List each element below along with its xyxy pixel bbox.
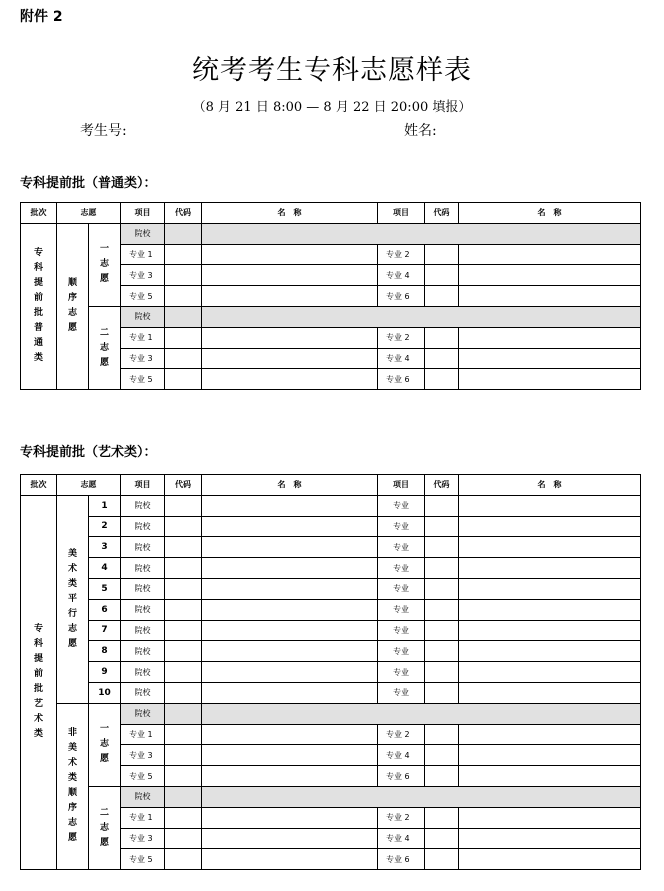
header-code: 代码 bbox=[425, 203, 459, 224]
table-row bbox=[21, 306, 641, 327]
major-item: 专业 3 bbox=[121, 265, 165, 286]
exam-number-label: 考生号: bbox=[80, 123, 127, 139]
header-choice: 志愿 bbox=[57, 475, 121, 496]
name-cell[interactable] bbox=[202, 348, 378, 369]
code-cell[interactable] bbox=[425, 682, 459, 703]
name-cell[interactable] bbox=[202, 703, 641, 724]
attachment-label: 附件 2 bbox=[20, 9, 63, 25]
section-title-regular: 专科提前批（普通类）： bbox=[20, 176, 157, 191]
major-item: 专业 2 bbox=[378, 327, 425, 348]
name-label: 姓名: bbox=[404, 123, 437, 139]
code-cell[interactable] bbox=[425, 286, 459, 307]
table-row bbox=[21, 662, 641, 683]
major-item: 专业 5 bbox=[121, 849, 165, 870]
choice-cell: 一志愿 bbox=[89, 703, 121, 786]
code-cell[interactable] bbox=[425, 558, 459, 579]
major-item: 专业 bbox=[378, 620, 425, 641]
name-cell[interactable] bbox=[202, 766, 378, 787]
code-cell[interactable] bbox=[165, 369, 202, 390]
code-cell[interactable] bbox=[165, 849, 202, 870]
name-cell[interactable] bbox=[202, 286, 378, 307]
code-cell[interactable] bbox=[425, 828, 459, 849]
regular-choice-table bbox=[20, 202, 641, 390]
choice-cell: 二志愿 bbox=[89, 786, 121, 869]
code-cell[interactable] bbox=[425, 849, 459, 870]
code-cell[interactable] bbox=[425, 369, 459, 390]
school-item: 院校 bbox=[121, 537, 165, 558]
major-item: 专业 bbox=[378, 558, 425, 579]
code-cell[interactable] bbox=[165, 244, 202, 265]
name-cell[interactable] bbox=[202, 786, 641, 807]
school-item: 院校 bbox=[121, 495, 165, 516]
table-row bbox=[21, 641, 641, 662]
name-cell[interactable] bbox=[202, 223, 641, 244]
name-cell[interactable] bbox=[459, 766, 641, 787]
major-item: 专业 4 bbox=[378, 828, 425, 849]
code-cell[interactable] bbox=[425, 265, 459, 286]
name-cell[interactable] bbox=[202, 682, 378, 703]
choice-cell: 一志愿 bbox=[89, 223, 121, 306]
code-cell[interactable] bbox=[165, 495, 202, 516]
major-item: 专业 3 bbox=[121, 348, 165, 369]
row-number: 2 bbox=[89, 516, 121, 537]
code-cell[interactable] bbox=[165, 703, 202, 724]
code-cell[interactable] bbox=[425, 495, 459, 516]
code-cell[interactable] bbox=[165, 724, 202, 745]
major-item: 专业 3 bbox=[121, 828, 165, 849]
batch-cell: 专科提前批艺术类 bbox=[21, 495, 57, 869]
code-cell[interactable] bbox=[425, 724, 459, 745]
name-cell[interactable] bbox=[459, 369, 641, 390]
major-item: 专业 5 bbox=[121, 766, 165, 787]
name-cell[interactable] bbox=[202, 265, 378, 286]
header-item: 项目 bbox=[121, 475, 165, 496]
name-cell[interactable] bbox=[202, 745, 378, 766]
major-item: 专业 bbox=[378, 516, 425, 537]
code-cell[interactable] bbox=[425, 641, 459, 662]
name-cell[interactable] bbox=[459, 662, 641, 683]
major-item: 专业 bbox=[378, 641, 425, 662]
major-item: 专业 6 bbox=[378, 369, 425, 390]
major-item: 专业 1 bbox=[121, 244, 165, 265]
table-row bbox=[21, 620, 641, 641]
section-title-art: 专科提前批（艺术类）： bbox=[20, 445, 157, 460]
table-row bbox=[21, 682, 641, 703]
code-cell[interactable] bbox=[165, 786, 202, 807]
table-row bbox=[21, 516, 641, 537]
table-row bbox=[21, 223, 641, 244]
code-cell[interactable] bbox=[165, 578, 202, 599]
school-item: 院校 bbox=[121, 620, 165, 641]
major-item: 专业 3 bbox=[121, 745, 165, 766]
major-item: 专业 bbox=[378, 578, 425, 599]
table-row bbox=[21, 578, 641, 599]
code-cell[interactable] bbox=[165, 641, 202, 662]
name-cell[interactable] bbox=[202, 306, 641, 327]
school-item: 院校 bbox=[121, 786, 165, 807]
table-row bbox=[21, 786, 641, 807]
school-item: 院校 bbox=[121, 703, 165, 724]
group-cell: 非美术类顺序志愿 bbox=[57, 703, 89, 869]
code-cell[interactable] bbox=[165, 807, 202, 828]
code-cell[interactable] bbox=[425, 578, 459, 599]
name-cell[interactable] bbox=[202, 828, 378, 849]
row-number: 3 bbox=[89, 537, 121, 558]
school-item: 院校 bbox=[121, 558, 165, 579]
row-number: 4 bbox=[89, 558, 121, 579]
header-code: 代码 bbox=[425, 475, 459, 496]
school-item: 院校 bbox=[121, 223, 165, 244]
header-code: 代码 bbox=[165, 203, 202, 224]
name-cell[interactable] bbox=[459, 828, 641, 849]
major-item: 专业 bbox=[378, 599, 425, 620]
code-cell[interactable] bbox=[165, 348, 202, 369]
major-item: 专业 bbox=[378, 537, 425, 558]
code-cell[interactable] bbox=[425, 244, 459, 265]
code-cell[interactable] bbox=[165, 537, 202, 558]
name-cell[interactable] bbox=[459, 516, 641, 537]
table-row bbox=[21, 537, 641, 558]
school-item: 院校 bbox=[121, 682, 165, 703]
header-name: 名 称 bbox=[202, 475, 378, 496]
name-cell[interactable] bbox=[459, 348, 641, 369]
code-cell[interactable] bbox=[425, 516, 459, 537]
school-item: 院校 bbox=[121, 516, 165, 537]
name-cell[interactable] bbox=[459, 286, 641, 307]
name-cell[interactable] bbox=[202, 369, 378, 390]
major-item: 专业 4 bbox=[378, 265, 425, 286]
major-item: 专业 5 bbox=[121, 369, 165, 390]
row-number: 8 bbox=[89, 641, 121, 662]
name-cell[interactable] bbox=[202, 537, 378, 558]
name-cell[interactable] bbox=[459, 537, 641, 558]
header-name: 名 称 bbox=[459, 203, 641, 224]
row-number: 5 bbox=[89, 578, 121, 599]
code-cell[interactable] bbox=[425, 662, 459, 683]
name-cell[interactable] bbox=[202, 599, 378, 620]
code-cell[interactable] bbox=[165, 766, 202, 787]
name-cell[interactable] bbox=[202, 662, 378, 683]
header-batch: 批次 bbox=[21, 475, 57, 496]
code-cell[interactable] bbox=[425, 807, 459, 828]
code-cell[interactable] bbox=[165, 516, 202, 537]
name-cell[interactable] bbox=[202, 578, 378, 599]
fill-period: （8 月 21 日 8:00 — 8 月 22 日 20:00 填报） bbox=[192, 100, 472, 115]
major-item: 专业 2 bbox=[378, 724, 425, 745]
header-item: 项目 bbox=[378, 475, 425, 496]
name-cell[interactable] bbox=[459, 807, 641, 828]
code-cell[interactable] bbox=[425, 348, 459, 369]
header-item: 项目 bbox=[121, 203, 165, 224]
major-item: 专业 5 bbox=[121, 286, 165, 307]
name-cell[interactable] bbox=[202, 724, 378, 745]
major-item: 专业 1 bbox=[121, 724, 165, 745]
name-cell[interactable] bbox=[459, 495, 641, 516]
name-cell[interactable] bbox=[459, 265, 641, 286]
code-cell[interactable] bbox=[165, 223, 202, 244]
school-item: 院校 bbox=[121, 641, 165, 662]
code-cell[interactable] bbox=[165, 327, 202, 348]
row-number: 9 bbox=[89, 662, 121, 683]
code-cell[interactable] bbox=[165, 682, 202, 703]
row-number: 7 bbox=[89, 620, 121, 641]
code-cell[interactable] bbox=[425, 599, 459, 620]
name-cell[interactable] bbox=[202, 641, 378, 662]
name-cell[interactable] bbox=[459, 724, 641, 745]
header-name: 名 称 bbox=[459, 475, 641, 496]
art-choice-table bbox=[20, 474, 641, 870]
name-cell[interactable] bbox=[459, 620, 641, 641]
name-cell[interactable] bbox=[459, 327, 641, 348]
page-title: 统考考生专科志愿样表 bbox=[192, 55, 472, 86]
code-cell[interactable] bbox=[165, 558, 202, 579]
major-item: 专业 1 bbox=[121, 807, 165, 828]
table-header-row bbox=[21, 475, 641, 496]
name-cell[interactable] bbox=[459, 578, 641, 599]
table-row bbox=[21, 495, 641, 516]
major-item: 专业 6 bbox=[378, 849, 425, 870]
name-cell[interactable] bbox=[459, 745, 641, 766]
name-cell[interactable] bbox=[459, 682, 641, 703]
major-item: 专业 2 bbox=[378, 807, 425, 828]
major-item: 专业 4 bbox=[378, 745, 425, 766]
code-cell[interactable] bbox=[165, 306, 202, 327]
header-code: 代码 bbox=[165, 475, 202, 496]
header-name: 名 称 bbox=[202, 203, 378, 224]
table-row bbox=[21, 599, 641, 620]
name-cell[interactable] bbox=[459, 558, 641, 579]
choice-cell: 二志愿 bbox=[89, 306, 121, 389]
name-cell[interactable] bbox=[202, 495, 378, 516]
code-cell[interactable] bbox=[165, 265, 202, 286]
code-cell[interactable] bbox=[425, 745, 459, 766]
name-cell[interactable] bbox=[202, 620, 378, 641]
name-cell[interactable] bbox=[459, 849, 641, 870]
name-cell[interactable] bbox=[202, 849, 378, 870]
major-item: 专业 1 bbox=[121, 327, 165, 348]
code-cell[interactable] bbox=[425, 620, 459, 641]
name-cell[interactable] bbox=[459, 641, 641, 662]
code-cell[interactable] bbox=[425, 327, 459, 348]
name-cell[interactable] bbox=[459, 599, 641, 620]
table-row bbox=[21, 558, 641, 579]
major-item: 专业 bbox=[378, 495, 425, 516]
name-cell[interactable] bbox=[202, 807, 378, 828]
school-item: 院校 bbox=[121, 578, 165, 599]
name-cell[interactable] bbox=[202, 558, 378, 579]
major-item: 专业 2 bbox=[378, 244, 425, 265]
major-item: 专业 6 bbox=[378, 286, 425, 307]
header-item: 项目 bbox=[378, 203, 425, 224]
name-cell[interactable] bbox=[202, 327, 378, 348]
code-cell[interactable] bbox=[165, 620, 202, 641]
code-cell[interactable] bbox=[165, 828, 202, 849]
row-number: 1 bbox=[89, 495, 121, 516]
code-cell[interactable] bbox=[165, 662, 202, 683]
major-item: 专业 6 bbox=[378, 766, 425, 787]
name-cell[interactable] bbox=[459, 244, 641, 265]
code-cell[interactable] bbox=[165, 286, 202, 307]
header-batch: 批次 bbox=[21, 203, 57, 224]
row-number: 10 bbox=[89, 682, 121, 703]
name-cell[interactable] bbox=[202, 244, 378, 265]
code-cell[interactable] bbox=[165, 745, 202, 766]
table-header-row bbox=[21, 203, 641, 224]
school-item: 院校 bbox=[121, 599, 165, 620]
school-item: 院校 bbox=[121, 306, 165, 327]
batch-cell: 专科提前批普通类 bbox=[21, 223, 57, 389]
school-item: 院校 bbox=[121, 662, 165, 683]
table-row bbox=[21, 703, 641, 724]
group-cell: 顺序志愿 bbox=[57, 223, 89, 389]
major-item: 专业 bbox=[378, 682, 425, 703]
code-cell[interactable] bbox=[165, 599, 202, 620]
group-cell: 美术类平行志愿 bbox=[57, 495, 89, 703]
major-item: 专业 4 bbox=[378, 348, 425, 369]
name-cell[interactable] bbox=[202, 516, 378, 537]
major-item: 专业 bbox=[378, 662, 425, 683]
code-cell[interactable] bbox=[425, 537, 459, 558]
header-choice: 志愿 bbox=[57, 203, 121, 224]
row-number: 6 bbox=[89, 599, 121, 620]
code-cell[interactable] bbox=[425, 766, 459, 787]
